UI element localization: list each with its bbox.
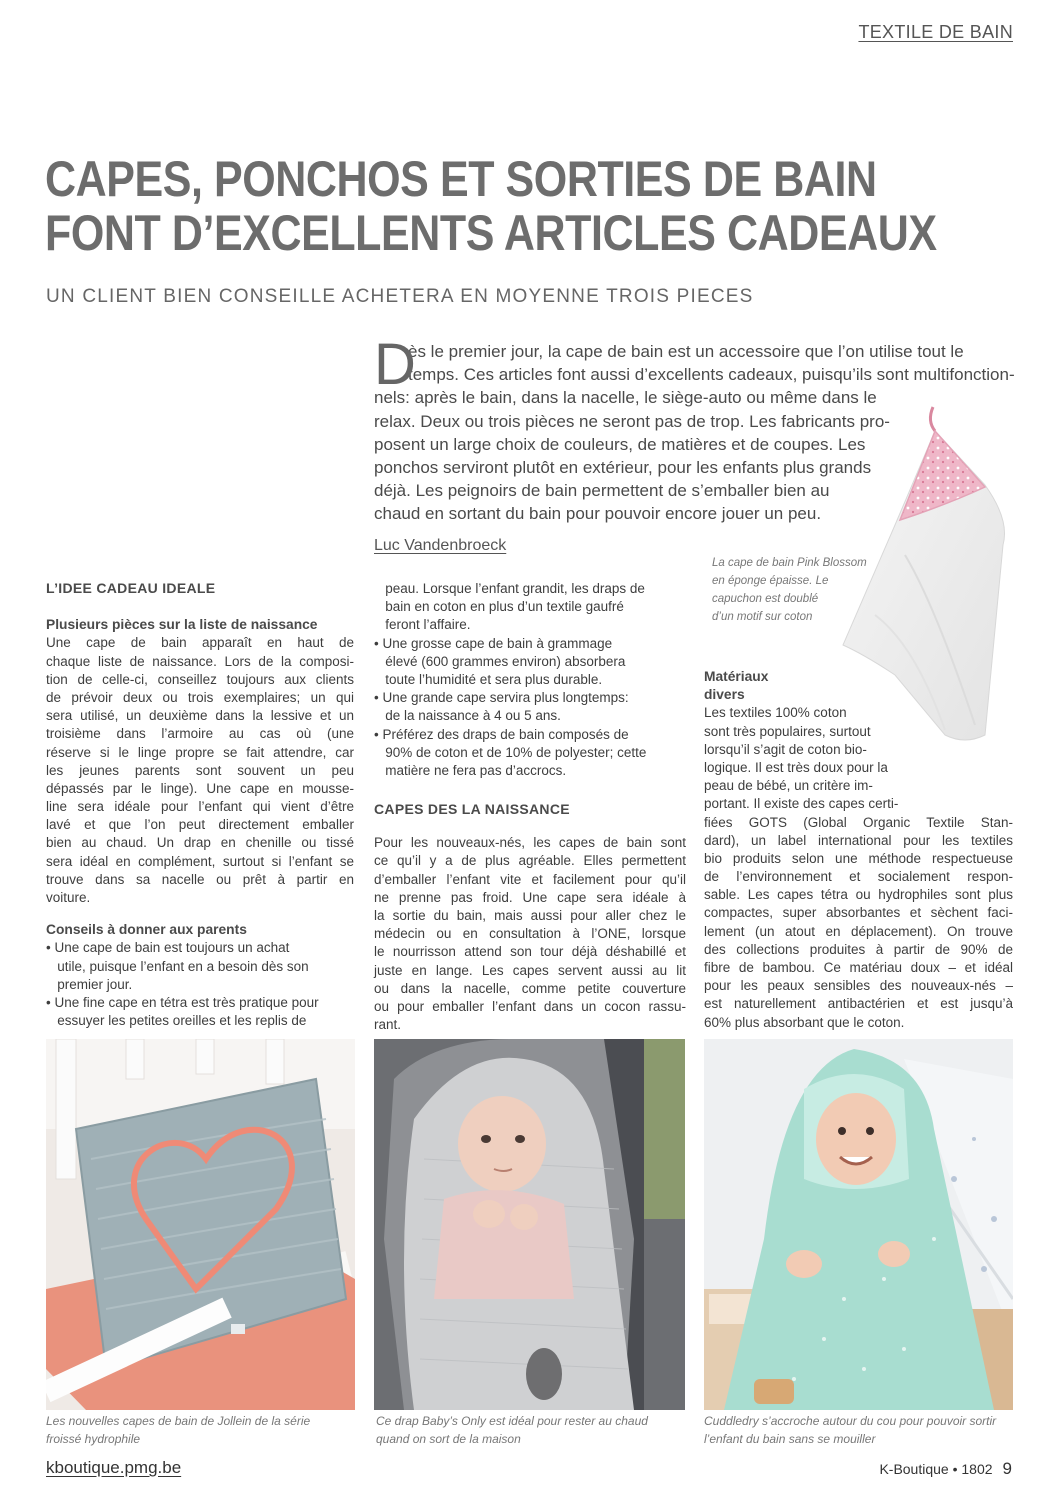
- bullet-line: de la naissance à 4 ou 5 ans.: [374, 708, 561, 724]
- caption-line: quand on sort de la maison: [376, 1432, 521, 1446]
- paragraph-line: line sera idéale pour l’enfant qui vient d’être: [46, 799, 354, 815]
- paragraph-line: ce qu’il y a de plus agréable. Elles permettent: [374, 853, 686, 869]
- bullet-line: premier jour.: [46, 976, 133, 992]
- paragraph-line: compactes, super absorbantes et sèchent faci-: [704, 905, 1013, 921]
- paragraph-line: rant.: [374, 1017, 402, 1033]
- paragraph-line: dépassés par le linge). Une cape en mousse-: [46, 780, 354, 796]
- towel-caption: [712, 554, 882, 626]
- bullet-line: • Une grosse cape de bain à grammage: [374, 635, 613, 651]
- paragraph-line: la sortie du bain, mais aussi pour aller chez le: [374, 908, 686, 923]
- paragraph-line: le nourrisson attend son tour déjà déshabillé et: [374, 944, 686, 960]
- bullet-line: • Préférez des draps de bain composés de: [374, 726, 629, 742]
- paragraph-line: sera idéal en complément, surtout si l’enfant se: [46, 853, 354, 869]
- paragraph-line: voiture.: [46, 890, 91, 905]
- paragraph-line: tion de celle-ci, conseillez toujours aux clients: [46, 671, 354, 687]
- paragraph-line: d’emballer l’enfant vite et facilement pour qu’il: [374, 871, 686, 887]
- subsection-heading: divers: [704, 687, 745, 703]
- paragraph-line: Pour les nouveaux-nés, les capes de bain sont: [374, 835, 686, 851]
- intro-line: relax. Deux ou trois pièces ne seront pas de trop. Les fabricants pro-: [374, 411, 890, 431]
- bullet-line: toute l’humidité et sera plus durable.: [374, 671, 603, 687]
- bullet-line: utile, puisque l’enfant en a besoin dès son: [46, 958, 309, 974]
- title-line-1: CAPES, PONCHOS ET SORTIES DE BAIN: [45, 151, 877, 207]
- bullet-line: élevé (600 grammes environ) absorbera: [374, 653, 626, 669]
- subsection-heading: Conseils à donner aux parents: [46, 922, 247, 938]
- drop-cap: D: [374, 332, 416, 397]
- bullet-line: • Une fine cape en tétra est très pratique pour: [46, 994, 319, 1010]
- paragraph-line: dard), un label international pour les textiles: [704, 832, 1013, 848]
- paragraph-line: sont très populaires, surtout: [704, 723, 871, 739]
- author-byline: Luc Vandenbroeck: [374, 537, 507, 554]
- paragraph-line: les jeunes parents sont souvent un peu: [46, 762, 354, 778]
- subheadline: UN CLIENT BIEN CONSEILLE ACHETERA EN MOYENNE TROIS PIECES: [46, 286, 754, 307]
- intro-line: déjà. Les peignoirs de bain permettent de s’emballer bien au: [374, 481, 830, 501]
- photo-muslin-heart: [46, 1039, 355, 1410]
- paragraph-line: troisième dans l’armoire au cas où (une: [46, 726, 354, 742]
- caption-line: La cape de bain Pink Blossom: [712, 557, 867, 569]
- paragraph-line: Les textiles 100% coton: [704, 705, 847, 721]
- paragraph-line: Une cape de bain apparaît en haut de: [46, 635, 354, 651]
- paragraph-line: réserve si le linge propre se fait attendre, car: [46, 744, 354, 760]
- column-1: [46, 579, 354, 1030]
- photo-caption-2: [376, 1412, 687, 1448]
- section-tag: TEXTILE DE BAIN: [858, 22, 1013, 42]
- photo-caption-3: [704, 1412, 1024, 1448]
- paragraph-line: fiées GOTS (Global Organic Textile Stan-: [704, 814, 1013, 830]
- paragraph-line: bio produits selon une méthode respectueuse: [704, 850, 1013, 866]
- column-2: [374, 580, 686, 1034]
- paragraph-line: logique. Il est très doux pour la: [704, 759, 888, 775]
- column-3: [704, 668, 1013, 1032]
- paragraph-line: fibre de bambou. Ce matériau doux – et idéal: [704, 960, 1013, 975]
- paragraph-line: ne prenne pas froid. Une cape sera idéale à: [374, 889, 686, 905]
- paragraph-line: lavé et que l’on peut directement emballer: [46, 817, 354, 833]
- paragraph-line: pour les peaux sensibles des nouveaux-nés –: [704, 978, 1013, 994]
- subsection-heading: Matériaux: [704, 669, 769, 684]
- section-heading: CAPES DES LA NAISSANCE: [374, 801, 570, 818]
- bullet-line: 90% de coton et de 10% de polyester; cette: [374, 744, 647, 760]
- paragraph-line: de prévoir deux ou trois exemplaires; un qui: [46, 689, 354, 705]
- caption-line: l’enfant du bain sans se mouiller: [704, 1432, 876, 1446]
- bullet-line: • Une grande cape servira plus longtemps:: [374, 690, 629, 706]
- paragraph-line: sera utilisé, un deuxième dans la lessive et un: [46, 708, 354, 724]
- paragraph-line: de l’environnement et socialement respon-: [704, 869, 1013, 885]
- bullet-line: • Une cape de bain est toujours un achat: [46, 940, 290, 956]
- paragraph-line: est naturellement antibactérien et est jusqu’à: [704, 996, 1013, 1012]
- intro-line: nels: après le bain, dans la nacelle, le siège-auto ou même dans le: [374, 388, 877, 408]
- bullet-line: peau. Lorsque l’enfant grandit, les draps de: [374, 581, 645, 596]
- paragraph-line: lorsqu’il s’agit de coton bio-: [704, 741, 867, 757]
- issue-label: K-Boutique • 1802: [879, 1461, 993, 1477]
- bullet-line: feront l’affaire.: [374, 617, 471, 633]
- caption-line: capuchon est doublé: [712, 593, 819, 605]
- page-number: 9: [1002, 1459, 1012, 1478]
- intro-line: posent un large choix de couleurs, de matières et de coupes. Les: [374, 434, 866, 454]
- paragraph-line: lement (un atout en déplacement). On trouve: [704, 923, 1013, 939]
- caption-line: froissé hydrophile: [46, 1432, 141, 1446]
- paragraph-line: des collections produites à partir de 90% de: [704, 941, 1013, 957]
- bullet-line: matière ne fera pas d’accrocs.: [374, 762, 567, 778]
- intro-line: chaud en sortant du bain pour pouvoir encore jouer un peu.: [374, 504, 822, 524]
- subsection-heading: Plusieurs pièces sur la liste de naissance: [46, 617, 318, 633]
- photo-caption-1: [46, 1412, 355, 1448]
- website-link[interactable]: kboutique.pmg.be: [46, 1458, 182, 1477]
- intro-line: ès le premier jour, la cape de bain est un accessoire que l’on utilise tout le: [408, 342, 964, 361]
- paragraph-line: 60% plus absorbant que le coton.: [704, 1014, 905, 1030]
- bullet-line: bain en coton en plus d’un textile gaufré: [374, 599, 624, 615]
- paragraph-line: trouve dans sa nacelle ou prêt à partir en: [46, 871, 354, 887]
- paragraph-line: ou pour emballer l’enfant dans un cocon rassu-: [374, 998, 686, 1014]
- intro-line: temps. Ces articles font aussi d’excellents cadeaux, puisqu’ils sont multifonction-: [408, 365, 1015, 385]
- paragraph-line: médecin ou en consultation à l’ONE, lorsque: [374, 926, 686, 942]
- paragraph-line: sable. Les capes tétra ou hydrophiles sont plus: [704, 887, 1013, 903]
- page-title: [45, 151, 937, 261]
- paragraph-line: bien au chaud. Un drap en chenille ou tissé: [46, 835, 354, 851]
- paragraph-line: portant. Il existe des capes certi-: [704, 796, 899, 812]
- photo-toddler-towel: [704, 1039, 1013, 1410]
- section-heading: L’IDEE CADEAU IDEALE: [46, 580, 216, 596]
- paragraph-line: peau de bébé, un critère im-: [704, 778, 873, 794]
- caption-line: Cuddledry s’accroche autour du cou pour pouvoir sortir: [704, 1414, 997, 1428]
- photo-baby-car-seat: [374, 1039, 685, 1410]
- bullet-line: essuyer les petites oreilles et les replis de: [46, 1013, 307, 1029]
- intro-line: ponchos serviront plutôt en extérieur, pour les enfants plus grands: [374, 457, 872, 477]
- paragraph-line: chaque liste de naissance. Lors de la composi-: [46, 653, 354, 669]
- caption-line: en éponge épaisse. Le: [712, 575, 829, 587]
- caption-line: Les nouvelles capes de bain de Jollein de la série: [46, 1414, 311, 1428]
- paragraph-line: ou dans la nacelle, comme petite couverture: [374, 980, 686, 996]
- page-footer: [879, 1459, 1012, 1479]
- caption-line: Ce drap Baby’s Only est idéal pour rester au chaud: [376, 1414, 648, 1428]
- paragraph-line: juste en lange. Les capes servent aussi au lit: [374, 962, 686, 978]
- caption-line: d’un motif sur coton: [712, 611, 813, 623]
- title-line-2: FONT D’EXCELLENTS ARTICLES CADEAUX: [45, 205, 937, 261]
